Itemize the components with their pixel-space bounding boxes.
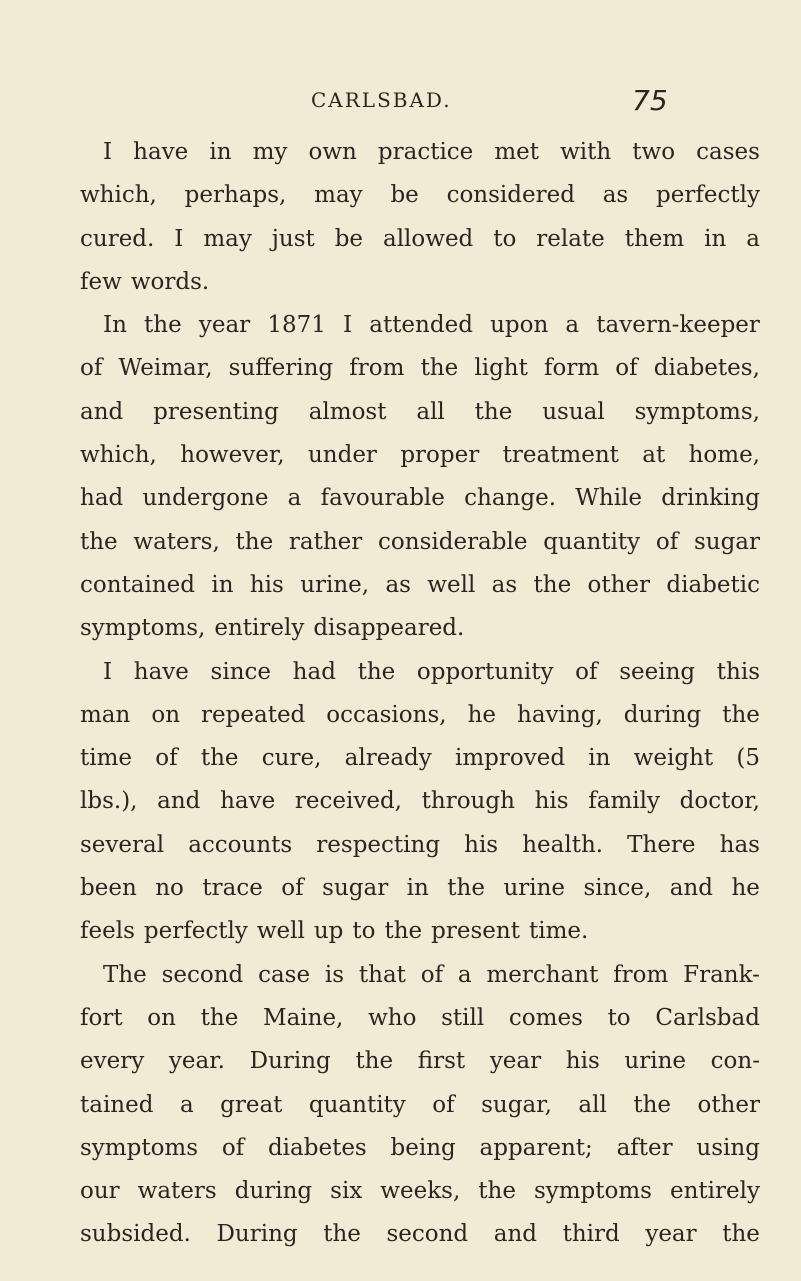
text-line	[80, 651, 760, 694]
word: through	[421, 788, 515, 815]
word: has	[719, 831, 760, 858]
word: he	[731, 875, 760, 902]
word: the	[200, 745, 239, 772]
word: our	[80, 1178, 120, 1205]
word: two	[632, 139, 676, 165]
text-line	[80, 910, 760, 953]
word: entirely	[669, 1178, 760, 1205]
word: as	[602, 182, 629, 209]
word: 1871	[267, 312, 326, 339]
word: may	[314, 182, 363, 209]
word: however,	[180, 442, 285, 469]
word: since,	[583, 875, 652, 902]
word: waters,	[133, 528, 220, 555]
word: quantity	[308, 1091, 406, 1118]
word: the	[323, 1221, 361, 1248]
word: waters	[137, 1178, 217, 1205]
text-line	[80, 954, 760, 997]
word: perfectly	[143, 918, 248, 945]
text-line	[80, 1213, 760, 1256]
word: trace	[202, 875, 263, 902]
word: from	[613, 961, 669, 988]
word: the	[533, 571, 572, 598]
word: quantity	[543, 528, 641, 555]
word: sugar,	[481, 1091, 552, 1118]
word: from	[349, 355, 405, 382]
word: his	[565, 1048, 600, 1075]
word: on	[151, 701, 181, 728]
word: of	[615, 355, 638, 382]
word: third	[562, 1221, 620, 1248]
word: home,	[688, 442, 760, 469]
word: well	[427, 571, 476, 598]
word: the	[633, 1091, 671, 1118]
word: sugar	[693, 528, 760, 555]
word: tained	[80, 1091, 154, 1118]
word: the	[80, 528, 118, 555]
word: the	[722, 701, 760, 728]
page-number: 75	[632, 84, 668, 117]
word: met	[494, 139, 540, 165]
word: at	[642, 442, 666, 469]
text-line	[80, 737, 760, 780]
word: which,	[80, 442, 157, 469]
word: disappeared.	[313, 615, 465, 642]
word: have	[133, 658, 189, 685]
word: considered	[446, 182, 575, 209]
word: in	[211, 571, 234, 598]
word: all	[416, 398, 445, 425]
word: feels	[80, 918, 135, 945]
text-line	[80, 1040, 760, 1083]
word: the	[200, 1004, 239, 1031]
text-line	[80, 131, 760, 174]
word: Maine,	[263, 1004, 344, 1031]
word: In	[103, 312, 127, 339]
word: them	[624, 225, 685, 252]
word: I	[174, 225, 184, 252]
word: that	[358, 961, 406, 988]
word: is	[324, 961, 345, 988]
word: favourable	[320, 485, 445, 512]
word: and	[157, 788, 201, 815]
word: Carlsbad	[655, 1004, 760, 1031]
text-line	[80, 347, 760, 390]
word: using	[696, 1134, 760, 1161]
word: of	[575, 658, 598, 685]
word: having,	[517, 701, 603, 728]
word: of	[432, 1091, 455, 1118]
word: undergone	[142, 485, 269, 512]
text-line	[80, 607, 760, 650]
text-line	[80, 174, 760, 217]
word: During	[249, 1048, 331, 1075]
word: urine	[503, 875, 566, 902]
word: apparent;	[479, 1134, 593, 1161]
word: up	[313, 918, 344, 945]
text-line	[80, 434, 760, 477]
word: and	[493, 1221, 537, 1248]
word: cure,	[261, 745, 322, 772]
word: in	[406, 875, 429, 902]
word: treatment	[502, 442, 619, 469]
word: received,	[294, 788, 402, 815]
word: first	[417, 1048, 466, 1075]
word: contained	[80, 571, 195, 598]
word: he	[467, 701, 497, 728]
word: have	[220, 788, 276, 815]
word: every	[80, 1048, 145, 1075]
word: of	[221, 1134, 245, 1161]
word: be	[390, 182, 419, 209]
word: a	[565, 312, 580, 339]
word: and	[669, 875, 713, 902]
word: occasions,	[326, 701, 447, 728]
word: with	[560, 139, 612, 165]
word: While	[575, 485, 643, 512]
word: case	[258, 961, 311, 988]
word: symptoms,	[634, 398, 760, 425]
word: of	[655, 528, 679, 555]
word: attended	[369, 312, 473, 339]
word: other	[697, 1091, 760, 1118]
word: sugar	[322, 875, 389, 902]
word: the	[420, 355, 459, 382]
word: Frank-	[683, 961, 760, 988]
word: may	[203, 225, 252, 252]
word: I	[343, 312, 353, 339]
word: relate	[536, 225, 605, 252]
text-line	[80, 824, 760, 867]
text-line	[80, 867, 760, 910]
word: in	[209, 139, 232, 165]
word: perhaps,	[184, 182, 287, 209]
word: con-	[710, 1048, 760, 1075]
word: on	[147, 1004, 176, 1031]
word: cases	[696, 139, 760, 165]
word: urine,	[300, 571, 370, 598]
word: presenting	[153, 398, 279, 425]
word: during	[234, 1178, 313, 1205]
word: weeks,	[380, 1178, 461, 1205]
word: During	[216, 1221, 298, 1248]
word: had	[80, 485, 124, 512]
word: who	[368, 1004, 417, 1031]
word: to	[352, 918, 376, 945]
word: second	[386, 1221, 469, 1248]
word: been	[80, 875, 137, 902]
word: rather	[288, 528, 363, 555]
word: after	[616, 1134, 673, 1161]
word: still	[441, 1004, 485, 1031]
word: the	[355, 1048, 394, 1075]
word: the	[478, 1178, 516, 1205]
word: proper	[400, 442, 480, 469]
word: other	[587, 571, 651, 598]
word: no	[155, 875, 184, 902]
word: comes	[508, 1004, 583, 1031]
text-line	[80, 1127, 760, 1170]
word: a	[179, 1091, 194, 1118]
word: of	[155, 745, 178, 772]
word: year	[645, 1221, 697, 1248]
word: perfectly	[656, 182, 760, 209]
word: urine	[624, 1048, 687, 1075]
word: in	[588, 745, 611, 772]
word: change.	[464, 485, 557, 512]
word: just	[271, 225, 315, 252]
word: drinking	[661, 485, 760, 512]
word: the	[447, 875, 485, 902]
word: almost	[308, 398, 387, 425]
word: which,	[80, 182, 157, 209]
text-line	[80, 477, 760, 520]
word: fort	[80, 1004, 123, 1031]
word: I	[103, 658, 113, 685]
word: diabetic	[666, 571, 760, 598]
text-line	[80, 1170, 760, 1213]
word: year.	[168, 1048, 225, 1075]
word: the	[357, 658, 396, 685]
word: a	[457, 961, 472, 988]
word: of	[281, 875, 304, 902]
word: man	[80, 701, 131, 728]
body-text	[80, 131, 760, 1257]
word: respecting	[316, 831, 441, 858]
text-line	[80, 997, 760, 1040]
word: weight	[633, 745, 714, 772]
word: lbs.),	[80, 788, 138, 815]
text-line	[80, 218, 760, 261]
word: during	[623, 701, 702, 728]
word: present	[431, 918, 520, 945]
word: practice	[377, 139, 474, 165]
word: of	[80, 355, 103, 382]
word: symptoms	[533, 1178, 652, 1205]
word: symptoms,	[80, 615, 206, 642]
word: doctor,	[679, 788, 760, 815]
word: his	[464, 831, 499, 858]
page-header	[0, 84, 801, 122]
word: improved	[454, 745, 566, 772]
word: year	[489, 1048, 542, 1075]
word: time.	[528, 918, 589, 945]
word: opportunity	[416, 658, 554, 685]
text-line	[80, 1084, 760, 1127]
word: cured.	[80, 225, 155, 252]
text-line	[80, 391, 760, 434]
word: as	[491, 571, 518, 598]
word: accounts	[188, 831, 293, 858]
word: several	[80, 831, 165, 858]
word: There	[627, 831, 696, 858]
word: subsided.	[80, 1221, 191, 1248]
word: diabetes,	[653, 355, 760, 382]
word: (5	[736, 745, 760, 772]
word: the	[474, 398, 513, 425]
word: health.	[522, 831, 604, 858]
word: and	[80, 398, 124, 425]
word: a	[287, 485, 302, 512]
text-line	[80, 694, 760, 737]
text-line	[80, 780, 760, 823]
word: form	[543, 355, 600, 382]
word: the	[722, 1221, 760, 1248]
text-line	[80, 261, 760, 304]
word: second	[161, 961, 244, 988]
word: this	[716, 658, 760, 685]
word: seeing	[619, 658, 696, 685]
word: have	[133, 139, 189, 165]
word: his	[249, 571, 284, 598]
running-head: CARLSBAD.	[311, 88, 452, 112]
word: The	[103, 961, 147, 988]
word: to	[493, 225, 517, 252]
word: Weimar,	[118, 355, 213, 382]
word: great	[220, 1091, 283, 1118]
word: repeated	[201, 701, 306, 728]
word: in	[704, 225, 727, 252]
word: tavern-keeper	[596, 312, 760, 339]
word: a	[746, 225, 760, 252]
word: own	[308, 139, 357, 165]
word: words.	[130, 268, 210, 295]
word: entirely	[214, 615, 305, 642]
word: year	[198, 312, 251, 339]
word: to	[607, 1004, 631, 1031]
word: well	[256, 918, 305, 945]
word: all	[578, 1091, 607, 1118]
word: six	[330, 1178, 363, 1205]
word: few	[80, 268, 122, 295]
word: be	[334, 225, 364, 252]
word: had	[292, 658, 336, 685]
word: the	[384, 918, 423, 945]
word: already	[344, 745, 432, 772]
word: the	[235, 528, 274, 555]
text-line	[80, 304, 760, 347]
text-line	[80, 564, 760, 607]
text-line	[80, 521, 760, 564]
word: time	[80, 745, 133, 772]
word: under	[307, 442, 377, 469]
word: the	[144, 312, 182, 339]
word: his	[534, 788, 569, 815]
word: symptoms	[80, 1134, 199, 1161]
word: family	[588, 788, 660, 815]
word: diabetes	[267, 1134, 367, 1161]
word: I	[103, 139, 113, 165]
word: allowed	[382, 225, 474, 252]
word: my	[252, 139, 288, 165]
word: upon	[490, 312, 549, 339]
word: merchant	[486, 961, 599, 988]
word: considerable	[378, 528, 528, 555]
word: usual	[542, 398, 605, 425]
word: since	[210, 658, 272, 685]
word: being	[390, 1134, 456, 1161]
word: light	[474, 355, 528, 382]
word: of	[420, 961, 444, 988]
word: suffering	[228, 355, 334, 382]
word: as	[385, 571, 411, 598]
